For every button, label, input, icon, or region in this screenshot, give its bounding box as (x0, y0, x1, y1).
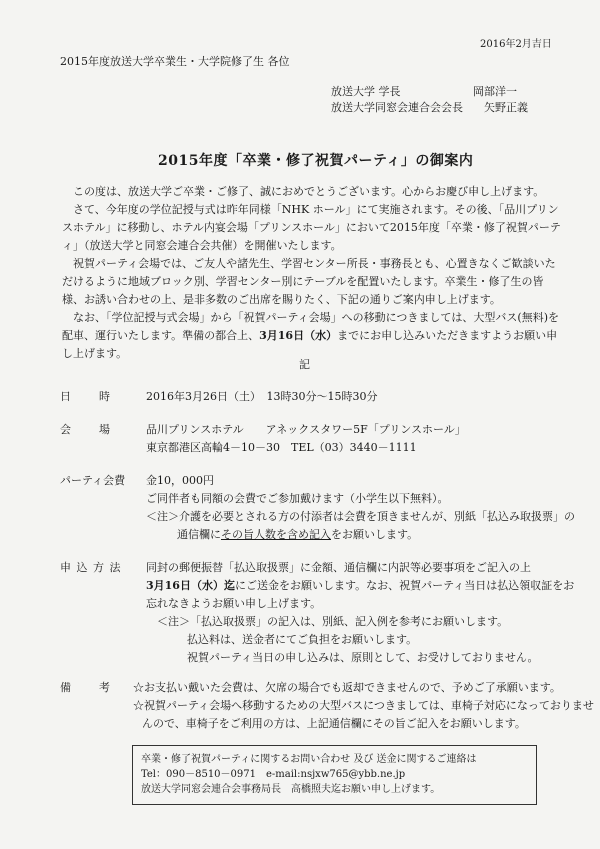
date-label: 日 時 (60, 390, 112, 403)
fee-note3-underlined: その旨人数を含め記入 (221, 528, 331, 541)
apply-note3: 祝賀パーティ当日の申し込みは、原則として、お受けしておりません。 (187, 651, 539, 664)
fee-value: 金10，000円 (146, 474, 214, 487)
sender1-name: 岡部洋一 (473, 85, 517, 98)
body-text (62, 183, 562, 363)
paragraph-party: 祝賀パーティ会場では、ご友人や諸先生、学習センター所長・事務長とも、心置きなくご歓談いただけるように地域ブロック別、学習センター別にテーブルを配置いたします。卒業生・修了生の皆様、お誘い合わせの上、是非多数のご出席を賜りたく、下記の通りご案内申し上げます。 (62, 257, 556, 306)
remarks-label: 備 考 (60, 681, 112, 694)
apply-line2b: にご送金をお願いします。なお、祝賀パーティ当日は払込領収証をお (234, 579, 575, 592)
apply-line3: 忘れなきようお願い申し上げます。 (146, 597, 322, 610)
fee-note3a: 通信欄に (177, 528, 221, 541)
fee-note3b: をお願いします。 (331, 528, 419, 541)
apply-note1: ＜注＞「払込取扱票」の記入は、別紙、記入例を参考にお願いします。 (157, 615, 509, 628)
ki-marker: 記 (299, 358, 310, 371)
sender2-org: 放送大学同窓会連合会会長 (331, 101, 463, 114)
contact-box (132, 745, 537, 805)
recipient-line: 2015年度放送大学卒業生・大学院修了生 各位 (60, 55, 290, 68)
bus-text-a: なお、「学位記授与式会場」から「祝賀パーティ会場」への移動につきましては、大型バス(無料)を配車、運行いたします。準備の都合上、 (62, 311, 559, 342)
fee-note-companion: ご同伴者も同額の会費でご参加戴けます（小学生以下無料）。 (146, 492, 449, 505)
contact-line1: 卒業・修了祝賀パーティに関するお問い合わせ 及び 送金に関するご連絡は (141, 754, 477, 765)
venue-label: 会 場 (60, 423, 112, 436)
apply-label: 申 込 方 法 (60, 561, 122, 574)
contact-line3: 放送大学同窓会連合会事務局長 高橋照夫迄お願い申し上げます。 (141, 784, 441, 795)
remarks-bus-cont: んので、車椅子をご利用の方は、上記通信欄にその旨ご記入をお願いします。 (142, 717, 526, 730)
document-title: 2015年度「卒業・修了祝賀パーティ」の御案内 (158, 153, 474, 169)
remarks-refund: ☆お支払い戴いた会費は、欠席の場合でも返却できませんので、予めご了承願います。 (133, 681, 561, 694)
bus-text-b: までにお申し込みいただきますようお願い申し上げます。 (62, 329, 558, 360)
paragraph-greeting: この度は、放送大学ご卒業・ご修了、誠におめでとうございます。心からお慶び申し上げます。 (73, 185, 545, 198)
venue-name: 品川プリンスホテル アネックスタワー5F「プリンスホール」 (146, 423, 466, 436)
contact-phone-email: Tel：090－8510－0971 e-mail:nsjxw765@ybb.ne.jp (141, 769, 406, 780)
sender2-name: 矢野正義 (484, 101, 528, 114)
apply-deadline: 3月16日（水）迄 (146, 579, 235, 592)
deadline-date: 3月16日（水） (259, 329, 338, 342)
fee-note-caregiver: ＜注＞介護を必要とされる方の付添者は会費を頂きませんが、別紙「払込み取扱票」の (146, 510, 575, 523)
paragraph-ceremony: さて、今年度の学位記授与式は昨年同様「NHK ホール」にて実施されます。その後、「品川プリンスホテル」に移動し、ホテル内宴会場「プリンスホール」において2015年度「卒業・修了祝賀パーティ」（放送大学と同窓会連合会共催）を開催いたします。 (62, 203, 561, 252)
fee-note-caregiver-cont (177, 526, 418, 544)
fee-label: パーティ会費 (60, 474, 126, 487)
remarks-bus: ☆祝賀パーティ会場へ移動するための大型バスにつきましては、車椅子対応になっておりませ (133, 699, 594, 712)
apply-note2: 払込料は、送金者にてご負担をお願いします。 (187, 633, 418, 646)
date-value: 2016年3月26日（土） 13時30分～15時30分 (146, 390, 378, 403)
apply-line1: 同封の郵便振替「払込取扱票」に金額、通信欄に内訳等必要事項をご記入の上 (146, 561, 531, 574)
paragraph-bus (62, 309, 562, 363)
venue-address: 東京都港区高輪4－10－30 TEL（03）3440－1111 (146, 441, 417, 454)
issue-date: 2016年2月吉日 (480, 39, 552, 50)
apply-line2 (146, 577, 574, 595)
sender1-org: 放送大学 学長 (331, 85, 401, 98)
